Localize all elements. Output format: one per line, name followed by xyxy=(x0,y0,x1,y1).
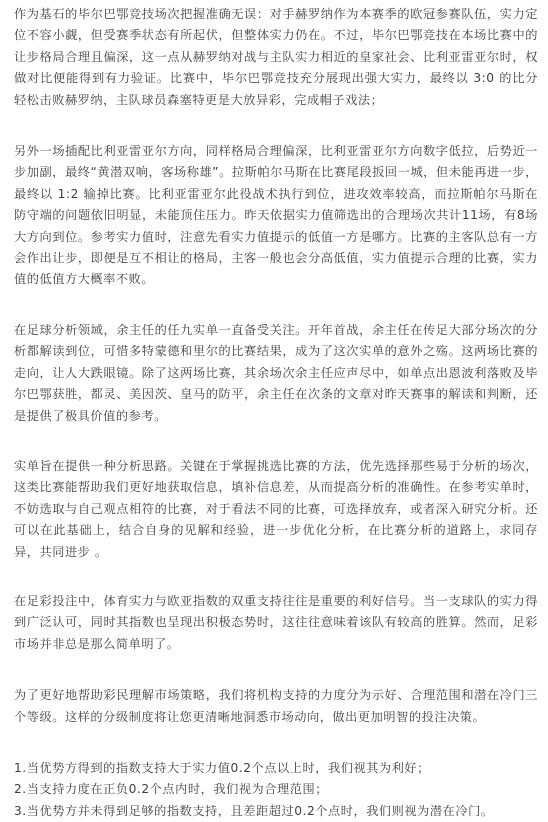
paragraph-director-yu-review: 在足球分析领域，余主任的任九实单一直备受关注。开年首战，余主任在传足大部分场次的分析都解读到位，可惜多特蒙德和里尔的比赛结果，成为了这次实单的意外之殇。这两场比赛的走向，让人大跌眼镜。除了这两场比赛，其余场次余主任应声尽中，如单点出恩波利落败及毕尔巴鄂获胜，都灵、美因茨、皇马的防平，余主任在次条的文章对昨天赛事的解读和判断，还是提供了极具价值的参考。 xyxy=(14,322,538,423)
paragraph-method-notes: 实单旨在提供一种分析思路。关键在于掌握挑选比赛的方法，优先选择那些易于分析的场次，这类比赛能帮助我们更好地获取信息，填补信息差，从而提高分析的准确性。在参考实单时，不妨选取与自己观点相符的比赛，对于看法不同的比赛，可选择放弃，或者深入研究分析。还可以在此基础上，结合自身的见解和经验，进一步优化分析，在比赛分析的道路上，求同存异，共同进步 。 xyxy=(14,458,538,559)
paragraph-bilbao-analysis: 作为基石的毕尔巴鄂竞技场次把握准确无误：对手赫罗纳作为本赛季的欧冠参赛队伍，实力定位不容小觑，但受赛季状态有所起伏，但整体实力仍在。不过，毕尔巴鄂竞技在本场比赛中的让步格局合理且偏深，这一点从赫罗纳对战与主队实力相近的皇家社会、比利亚雷亚尔时，权做对比便能得到有力验证。比赛中，毕尔巴鄂竞技充分展现出强大实力，最终以 3:0 的比分轻松击败赫罗纳，主队球员森塞特更是大放异彩，完成帽子戏法； xyxy=(14,7,538,107)
paragraph-strategy-intro: 为了更好地帮助彩民理解市场策略，我们将机构支持的力度分为示好、合理范围和潜在冷门三个等级。这样的分级制度将让您更清晰地洞悉市场动向，做出更加明智的投注决策。 xyxy=(14,688,538,724)
paragraph-spacer xyxy=(14,111,538,141)
paragraph-index-support: 在足彩投注中，体育实力与欧亚指数的双重支持往往是重要的利好信号。当一支球队的实力得到广泛认可，同时其指数也呈现出积极态势时，这往往意味着该队有较高的胜算。然而，足彩市场并非总是那么简单明了。 xyxy=(14,593,538,651)
paragraph-villarreal-analysis: 另外一场插配比利亚雷亚尔方向，同样格局合理偏深，比利亚雷亚尔方向数字低拉，后势近一步加副，最终“黄潜双响，客场称雄”。拉斯帕尔马斯在比赛尾段扳回一城，但未能再进一步，最终以 1:2 输掉比赛。比利亚雷亚尔此役战术执行到位，进攻效率较高，而拉斯帕尔马斯在防守端的问题依旧明显，未能顶住压力。昨天依据实力值筛选出的合理场次共计11场，有8场大方向到位。参考实力值时，注意先看实力值提示的低值一方是哪方。比赛的主客队总有一方会作出让步，即便是互不相让的格局，主客一般也会分高低值，实力值提示合理的比赛，实力值的低值方大概率不败。 xyxy=(14,144,538,287)
paragraph-spacer xyxy=(14,563,538,591)
list-item: 3.当优势方并未得到足够的指数支持，且差距超过0.2个点时，我们则视为潜在冷门。 xyxy=(14,803,494,818)
list-item: 2.当支持力度在正负0.2个点内时，我们视为合理范围； xyxy=(14,782,328,797)
strategy-list xyxy=(14,758,538,822)
paragraph-spacer xyxy=(14,728,538,758)
paragraph-spacer xyxy=(14,427,538,456)
list-item: 1.当优势方得到的指数支持大于实力值0.2个点以上时，我们视其为利好； xyxy=(14,760,430,775)
paragraph-spacer xyxy=(14,655,538,685)
paragraph-spacer xyxy=(14,291,538,320)
